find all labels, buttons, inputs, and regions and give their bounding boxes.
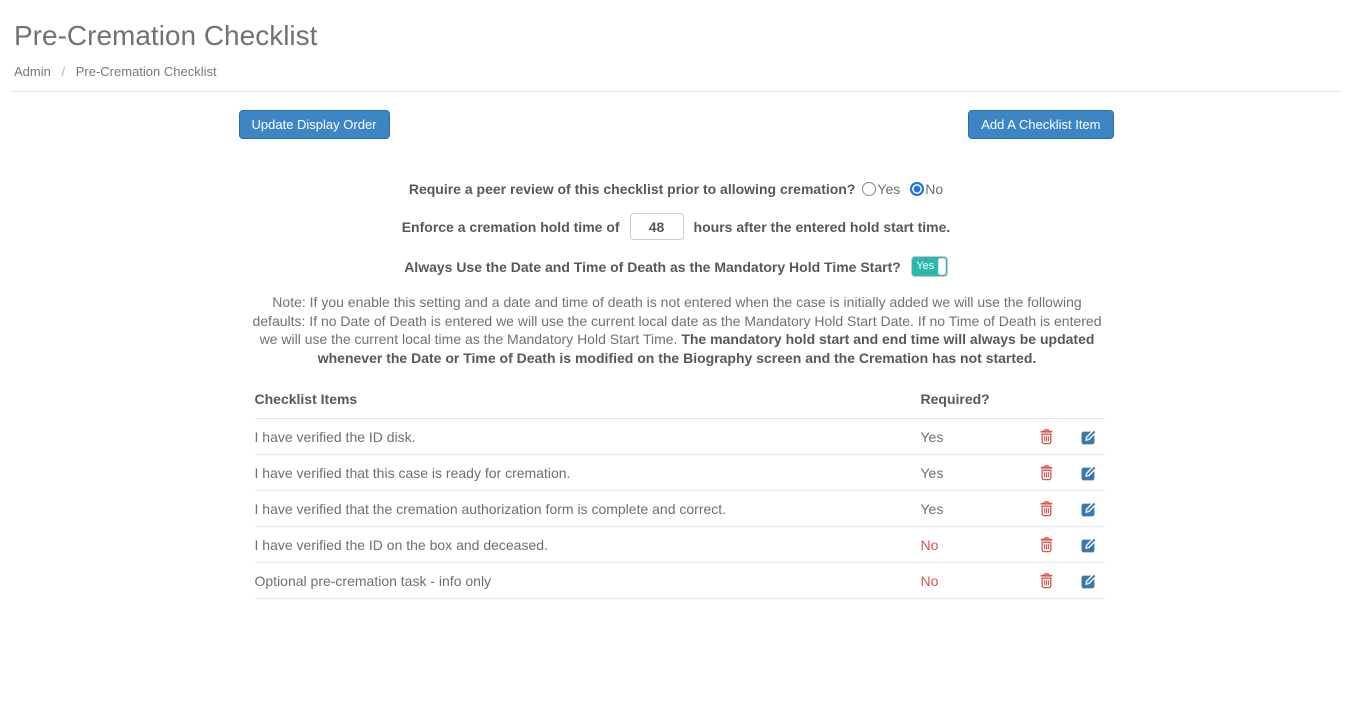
hold-time-label-after: hours after the entered hold start time. (693, 218, 951, 235)
breadcrumb-separator: / (61, 64, 66, 79)
table-row (255, 455, 1105, 491)
note-normal-text: Note: If you enable this setting and a date and time of death is not entered when the case is initially added we will use the following defaults: If no Date of Death is entered we will use the current local date as the Mandatory Hold Start Date. If no Time of Death is entered we will use the current local time as the Mandatory Hold Start Time. (252, 294, 1102, 347)
checklist-table-wrap (255, 383, 1105, 599)
hold-time-label-before: Enforce a cremation hold time of (401, 218, 620, 235)
required-value: Yes (921, 455, 1039, 491)
mandatory-hold-toggle[interactable] (911, 256, 948, 277)
breadcrumb (14, 64, 1338, 79)
note-bold-text: The mandatory hold start and end time will always be updated whenever the Date or Time of Death is modified on the Biography screen and the Cremation has not started. (317, 331, 1095, 366)
required-value: No (921, 527, 1039, 563)
checklist-table (255, 383, 1105, 599)
required-value: No (921, 563, 1039, 599)
settings-section (239, 181, 1114, 367)
add-checklist-item-button[interactable]: Add A Checklist Item (968, 110, 1113, 139)
table-row (255, 563, 1105, 599)
breadcrumb-current: Pre-Cremation Checklist (75, 64, 217, 79)
settings-note (245, 293, 1110, 367)
required-value: Yes (921, 419, 1039, 455)
toggle-state-label: Yes (916, 260, 935, 272)
trash-icon[interactable] (1039, 572, 1054, 589)
checklist-item-text: I have verified the ID on the box and deceased. (255, 527, 921, 563)
toolbar (239, 110, 1114, 139)
mandatory-hold-setting (239, 256, 1114, 277)
page-header (0, 0, 1352, 79)
radio-no-label: No (925, 181, 944, 197)
table-row (255, 527, 1105, 563)
checklist-item-text: I have verified that this case is ready for cremation. (255, 455, 921, 491)
checklist-item-text: Optional pre-cremation task - info only (255, 563, 921, 599)
checklist-item-text: I have verified the ID disk. (255, 419, 921, 455)
peer-review-option-yes[interactable] (862, 181, 900, 197)
radio-yes-label: Yes (877, 181, 901, 197)
hold-time-setting (239, 213, 1114, 240)
hold-time-input[interactable] (630, 213, 684, 240)
column-header-items: Checklist Items (255, 383, 921, 419)
checklist-table-body (255, 419, 1105, 599)
column-header-required: Required? (921, 383, 1039, 419)
peer-review-label: Require a peer review of this checklist prior to allowing cremation? (408, 181, 856, 197)
breadcrumb-admin-link[interactable]: Admin (14, 64, 51, 79)
edit-pencil-icon[interactable] (1081, 428, 1098, 445)
header-divider (12, 91, 1340, 92)
checklist-item-text: I have verified that the cremation authorization form is complete and correct. (255, 491, 921, 527)
table-row (255, 491, 1105, 527)
mandatory-hold-label: Always Use the Date and Time of Death as the Mandatory Hold Time Start? (404, 258, 901, 275)
trash-icon[interactable] (1039, 464, 1054, 481)
peer-review-setting (239, 181, 1114, 197)
edit-pencil-icon[interactable] (1081, 536, 1098, 553)
table-header-row (255, 383, 1105, 419)
edit-pencil-icon[interactable] (1081, 500, 1098, 517)
trash-icon[interactable] (1039, 536, 1054, 553)
page-title: Pre-Cremation Checklist (14, 20, 318, 51)
radio-yes-icon[interactable] (862, 182, 876, 196)
table-row (255, 419, 1105, 455)
peer-review-radio-group (862, 181, 943, 197)
trash-icon[interactable] (1039, 428, 1054, 445)
toggle-knob[interactable] (938, 258, 946, 275)
main-content (239, 110, 1114, 599)
column-header-actions (1039, 383, 1105, 419)
peer-review-option-no[interactable] (910, 181, 943, 197)
trash-icon[interactable] (1039, 500, 1054, 517)
edit-pencil-icon[interactable] (1081, 464, 1098, 481)
update-display-order-button[interactable]: Update Display Order (239, 110, 390, 139)
radio-no-icon[interactable] (910, 182, 924, 196)
required-value: Yes (921, 491, 1039, 527)
edit-pencil-icon[interactable] (1081, 572, 1098, 589)
